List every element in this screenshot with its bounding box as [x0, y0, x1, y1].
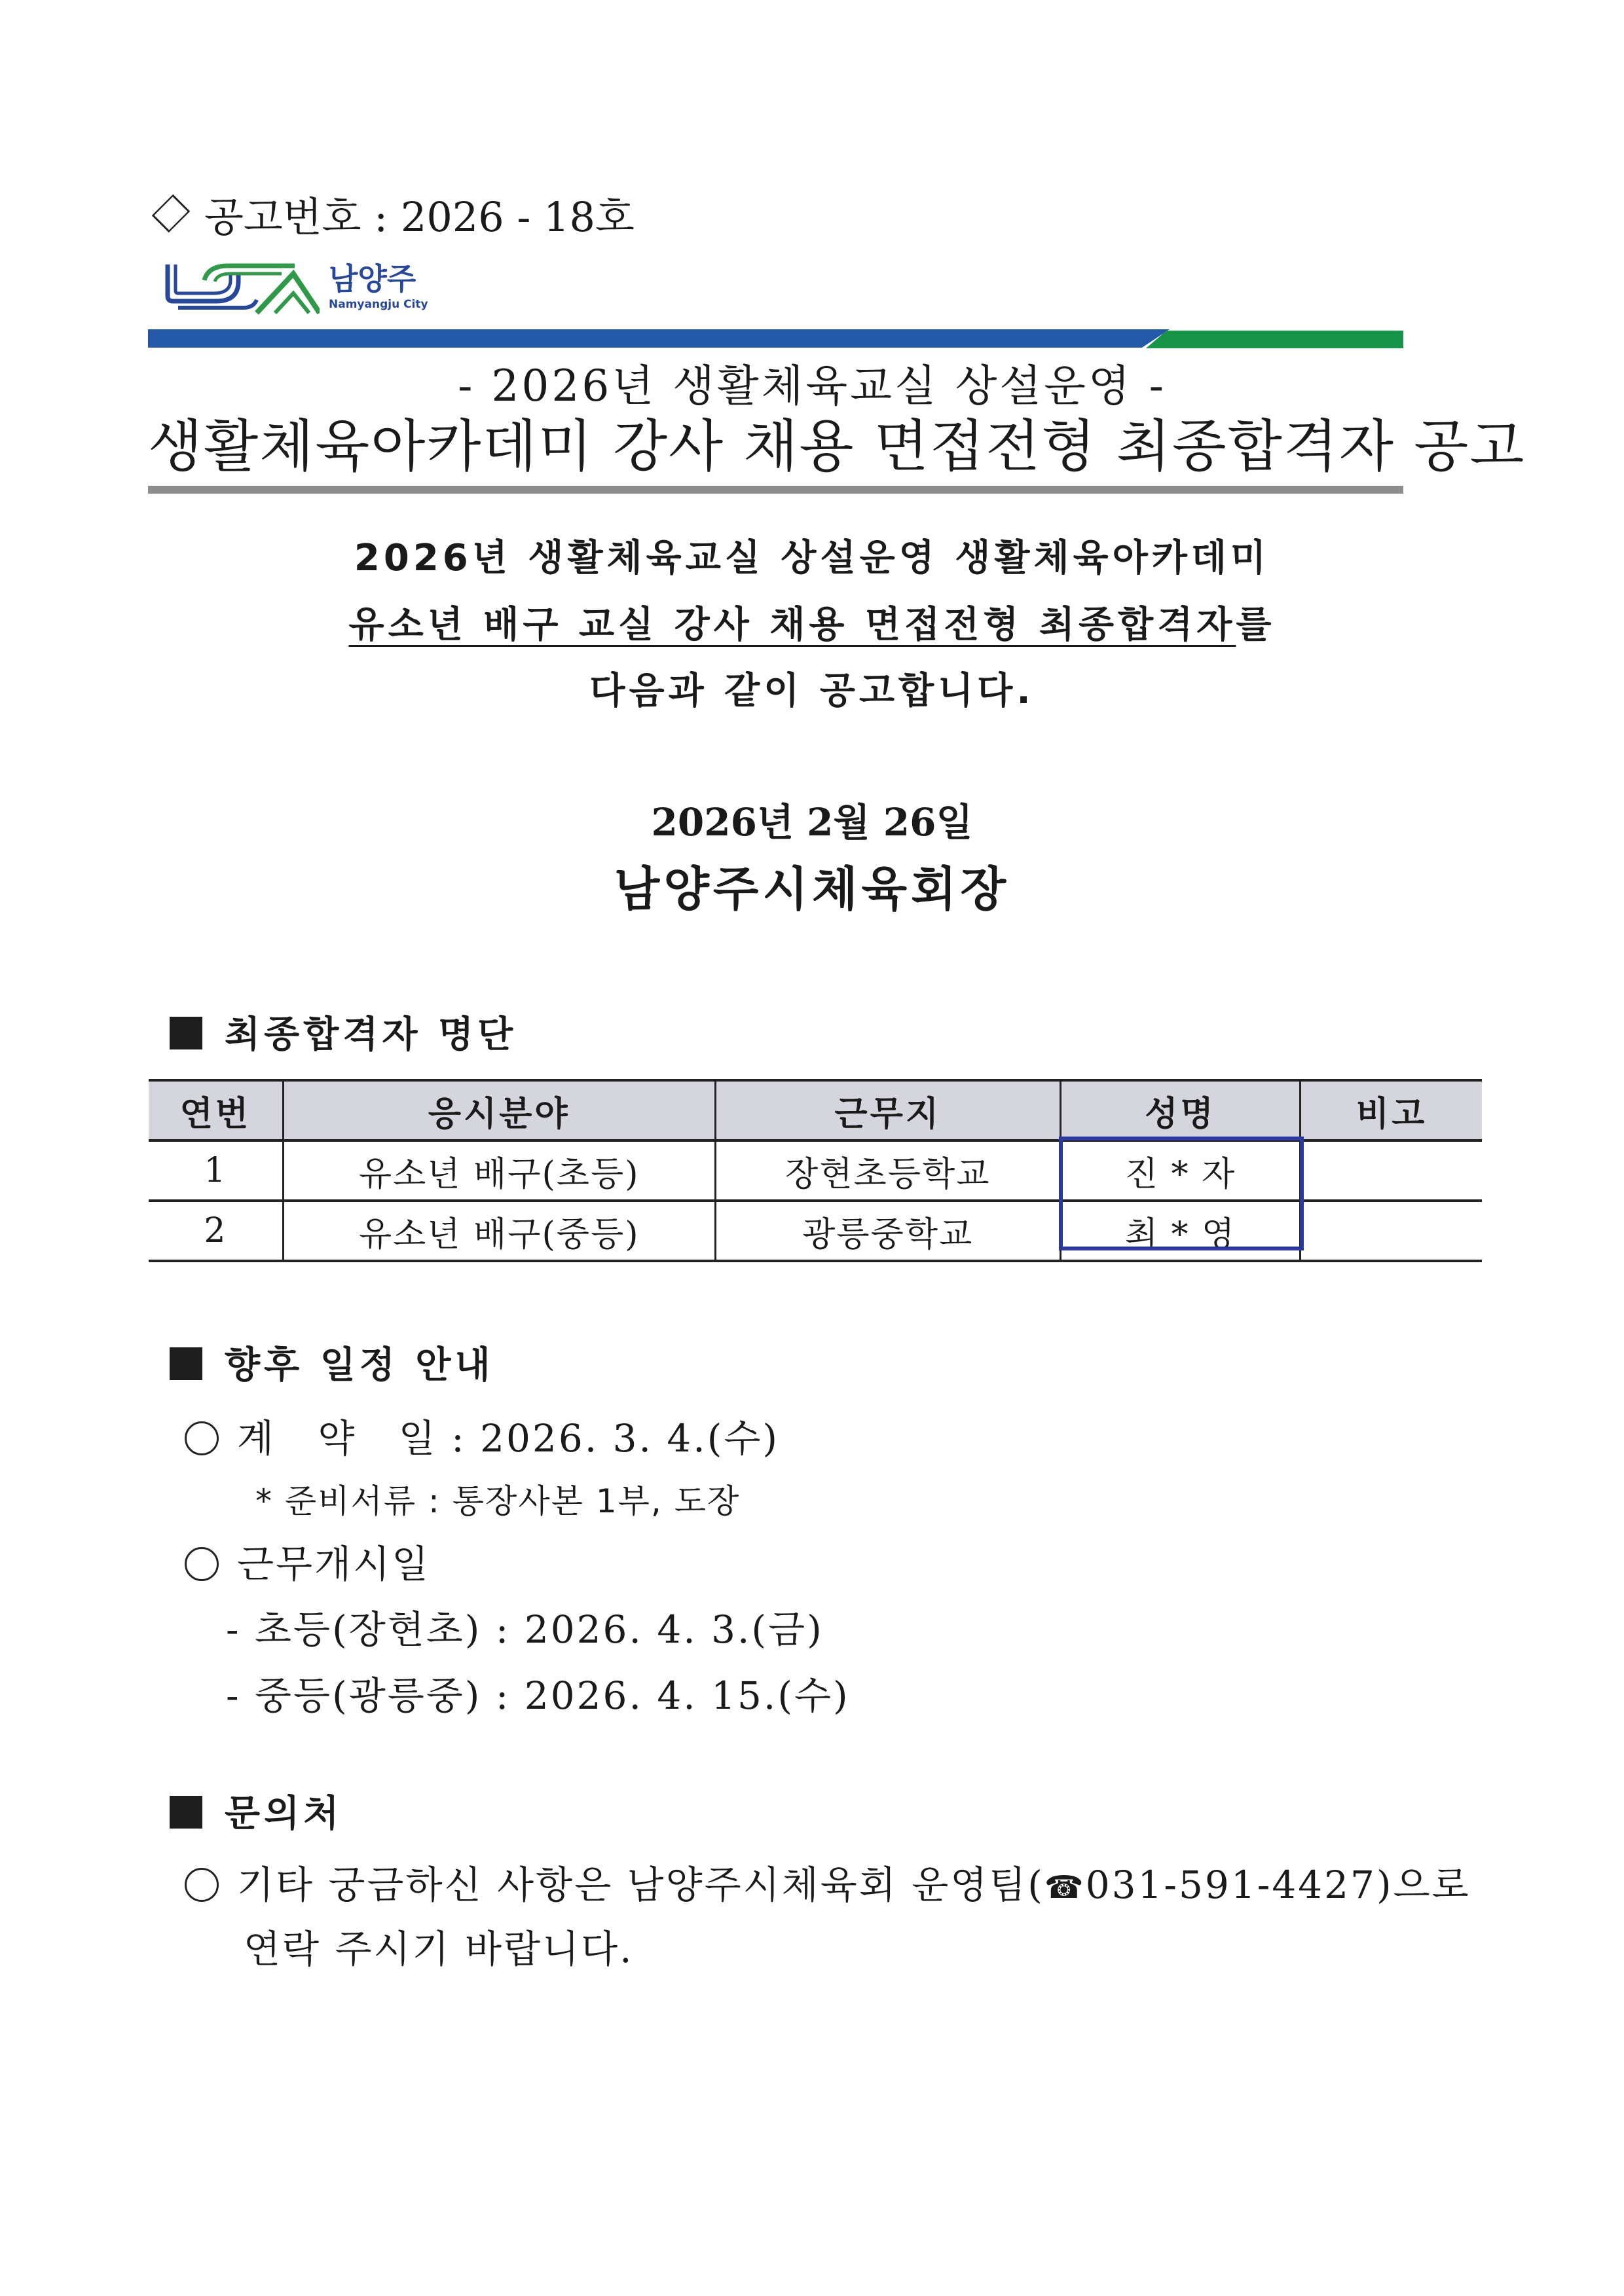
namyangju-logo [165, 262, 440, 316]
cell-remarks [1301, 1140, 1482, 1201]
intro-underlined-text: 유소년 배구 교실 강사 채용 면접전형 최종합격자 [348, 604, 1236, 646]
notice-number-value: 2026 - 18호 [400, 193, 635, 241]
intro-line-2-suffix: 를 [1236, 604, 1276, 646]
contract-date-value: : 2026. 3. 4.(수) [451, 1416, 780, 1461]
document-subtitle: - 2026년 생활체육교실 상설운영 - [458, 361, 1166, 411]
cell-number: 1 [149, 1140, 283, 1201]
header-band-green [1146, 331, 1403, 348]
column-header-name: 성명 [1060, 1080, 1300, 1140]
work-start-line [185, 1540, 430, 1588]
document-title: 생활체육아카데미 강사 채용 면접전형 최종합격자 공고 [148, 414, 1526, 479]
intro-line-3: 다음과 같이 공고합니다. [589, 670, 1035, 712]
inquiry-phone-number: 031-591-4427 [1085, 1863, 1376, 1907]
finalists-table [149, 1079, 1482, 1262]
intro-line-1: 2026년 생활체육교실 상설운영 생활체육아카데미 [354, 537, 1270, 579]
notice-number-label: 공고번호 [204, 193, 361, 241]
square-bullet-icon [170, 1347, 202, 1380]
cell-remarks [1301, 1201, 1482, 1261]
circle-bullet-icon [185, 1421, 219, 1455]
inquiry-text-prefix: 기타 궁금하신 사항은 남양주시체육회 운영팀( [237, 1863, 1044, 1907]
intro-line-2 [0, 600, 1624, 650]
circle-bullet-icon [185, 1547, 219, 1581]
header-band-blue [148, 329, 1170, 348]
table-row [149, 1140, 1482, 1201]
section-heading-schedule [170, 1342, 494, 1389]
notice-number-separator: : [374, 193, 388, 241]
column-header-workplace: 근무지 [715, 1080, 1060, 1140]
cell-workplace: 광릉중학교 [715, 1201, 1060, 1261]
telephone-icon: ☎ [1044, 1869, 1086, 1906]
cell-name: 진 * 자 [1060, 1140, 1300, 1201]
cell-name: 최 * 영 [1060, 1201, 1300, 1261]
cell-field: 유소년 배구(초등) [283, 1140, 715, 1201]
required-documents: * 준비서류 : 통장사본 1부, 도장 [255, 1482, 741, 1520]
contract-date-label: 계 약 일 [237, 1416, 437, 1461]
section-heading-text: 최종합격자 명단 [225, 1013, 517, 1056]
section-heading-finalists [170, 1011, 517, 1059]
inquiry-text-suffix: )으로 [1376, 1863, 1471, 1907]
inquiry-line-2: 연락 주시기 바랍니다. [244, 1927, 634, 1971]
cell-workplace: 장현초등학교 [715, 1140, 1060, 1201]
namyangju-emblem-icon [165, 262, 320, 316]
table-header-row [149, 1080, 1482, 1140]
table-row [149, 1201, 1482, 1261]
logo-english-text: Namyangju City [329, 298, 428, 311]
section-heading-inquiry [170, 1791, 342, 1838]
diamond-bullet-icon [152, 194, 191, 233]
contract-date-line [185, 1414, 779, 1463]
title-divider [148, 486, 1403, 494]
work-start-elementary: - 초등(장현초) : 2026. 4. 3.(금) [226, 1607, 824, 1652]
inquiry-line-1 [185, 1861, 1471, 1912]
cell-number: 2 [149, 1201, 283, 1261]
column-header-field: 응시분야 [283, 1080, 715, 1140]
announcement-date: 2026년 2월 26일 [651, 800, 973, 845]
column-header-remarks: 비고 [1301, 1080, 1482, 1140]
work-start-middle: - 중등(광릉중) : 2026. 4. 15.(수) [226, 1673, 850, 1718]
cell-field: 유소년 배구(중등) [283, 1201, 715, 1261]
work-start-label: 근무개시일 [237, 1542, 431, 1586]
circle-bullet-icon [185, 1868, 219, 1902]
section-heading-text: 문의처 [225, 1793, 343, 1835]
section-heading-text: 향후 일정 안내 [225, 1344, 494, 1387]
issuer-name: 남양주시체육회장 [614, 862, 1010, 917]
square-bullet-icon [170, 1017, 202, 1049]
logo-korean-text: 남양주 [329, 261, 416, 297]
notice-number [152, 191, 635, 244]
column-header-number: 연번 [149, 1080, 283, 1140]
square-bullet-icon [170, 1796, 202, 1829]
